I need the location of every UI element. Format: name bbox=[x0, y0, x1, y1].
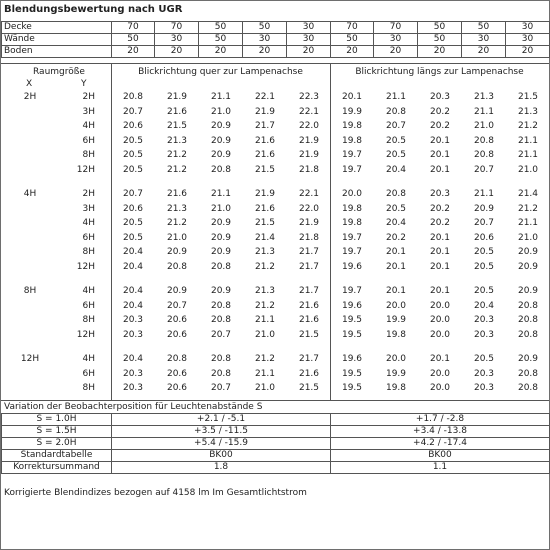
laengs-header: Blickrichtung längs zur Lampenachse bbox=[355, 67, 524, 77]
ugr-laengs-value: 20.4 bbox=[385, 164, 407, 175]
ugr-quer-value: 21.2 bbox=[254, 300, 276, 311]
ugr-laengs-value: 21.1 bbox=[517, 218, 539, 228]
reflectance-value: 20 bbox=[374, 46, 418, 58]
ugr-quer-value: 21.5 bbox=[254, 164, 276, 175]
ugr-quer-value: 20.9 bbox=[210, 150, 232, 160]
ugr-quer-value: 20.8 bbox=[210, 315, 232, 325]
ugr-quer-value: 21.5 bbox=[254, 218, 276, 228]
reflectance-value: 30 bbox=[506, 22, 550, 34]
ugr-laengs-value: 21.1 bbox=[517, 150, 539, 160]
room-y-label: 3H bbox=[82, 203, 95, 214]
correction-row-laengs: 1.1 bbox=[331, 462, 550, 474]
ugr-laengs-value: 20.1 bbox=[429, 286, 451, 296]
variation-title: Variation der Beobachterposition für Leuchtenabstände S bbox=[4, 402, 263, 412]
reflectance-row bbox=[2, 46, 550, 58]
ugr-laengs-value: 20.3 bbox=[429, 189, 451, 199]
ugr-laengs-value: 20.2 bbox=[429, 106, 451, 117]
ugr-quer-value: 21.9 bbox=[254, 106, 276, 117]
variation-row-laengs: +1.7 / -2.8 bbox=[331, 414, 550, 426]
ugr-laengs-value: 19.6 bbox=[341, 261, 363, 272]
ugr-laengs-value: 20.8 bbox=[517, 329, 539, 340]
ugr-laengs-value: 20.1 bbox=[429, 150, 451, 160]
ugr-quer-value: 20.9 bbox=[210, 286, 232, 296]
room-y-label: 6H bbox=[82, 135, 95, 146]
ugr-laengs-value: 20.8 bbox=[385, 189, 407, 199]
ugr-laengs-value: 20.8 bbox=[473, 135, 495, 146]
ugr-quer-value: 22.1 bbox=[298, 189, 320, 199]
variation-row-label: S = 1.5H bbox=[2, 426, 112, 438]
ugr-quer-value: 21.6 bbox=[166, 106, 188, 117]
ugr-laengs-value: 19.5 bbox=[341, 315, 363, 325]
ugr-quer-value: 20.7 bbox=[122, 106, 144, 117]
ugr-laengs-value: 20.0 bbox=[385, 354, 407, 364]
ugr-quer-value: 20.4 bbox=[122, 261, 144, 272]
ugr-laengs-value: 20.1 bbox=[429, 232, 451, 243]
ugr-laengs-value: 19.8 bbox=[341, 121, 363, 131]
ugr-laengs-value: 20.1 bbox=[385, 247, 407, 257]
ugr-laengs-value: 20.1 bbox=[429, 164, 451, 175]
ugr-laengs-value: 20.5 bbox=[473, 286, 495, 296]
reflectance-value: 30 bbox=[243, 34, 287, 46]
room-y-label: 8H bbox=[82, 150, 95, 160]
ugr-laengs-value: 20.1 bbox=[429, 354, 451, 364]
ugr-quer-value: 21.5 bbox=[166, 121, 188, 131]
ugr-quer-value: 20.3 bbox=[122, 383, 144, 393]
ugr-quer-value: 21.6 bbox=[298, 300, 320, 311]
ugr-laengs-value: 21.1 bbox=[473, 106, 495, 117]
room-y-label: 8H bbox=[82, 247, 95, 257]
variation-row-quer: +2.1 / -5.1 bbox=[112, 414, 331, 426]
ugr-quer-value: 20.6 bbox=[166, 315, 188, 325]
ugr-quer-value: 20.4 bbox=[122, 286, 144, 296]
ugr-quer-value: 20.8 bbox=[210, 354, 232, 364]
ugr-laengs-value: 20.3 bbox=[473, 383, 495, 393]
ugr-quer-value: 20.5 bbox=[122, 164, 144, 175]
ugr-quer-value: 21.6 bbox=[254, 203, 276, 214]
reflectance-value: 30 bbox=[462, 34, 506, 46]
ugr-laengs-value: 19.8 bbox=[341, 218, 363, 228]
reflectance-value: 70 bbox=[112, 22, 155, 34]
room-x-label: 8H bbox=[23, 286, 37, 296]
ugr-quer-value: 21.1 bbox=[254, 315, 276, 325]
ugr-laengs-value: 20.1 bbox=[429, 261, 451, 272]
ugr-quer-value: 21.3 bbox=[254, 286, 276, 296]
ugr-laengs-value: 19.5 bbox=[341, 368, 363, 379]
room-y-label: 4H bbox=[82, 218, 95, 228]
ugr-quer-value: 20.4 bbox=[122, 247, 144, 257]
ugr-laengs-value: 20.0 bbox=[429, 329, 451, 340]
ugr-quer-value: 21.5 bbox=[298, 329, 320, 340]
ugr-laengs-value: 21.2 bbox=[517, 121, 539, 131]
reflectance-value: 20 bbox=[462, 46, 506, 58]
ugr-quer-value: 22.1 bbox=[254, 92, 276, 102]
ugr-laengs-value: 19.7 bbox=[341, 164, 363, 175]
reflectance-value: 20 bbox=[112, 46, 155, 58]
ugr-quer-value: 21.9 bbox=[254, 189, 276, 199]
ugr-laengs-value: 21.0 bbox=[517, 164, 539, 175]
reflectance-value: 20 bbox=[418, 46, 462, 58]
ugr-quer-value: 21.7 bbox=[298, 286, 320, 296]
reflectance-value: 30 bbox=[155, 34, 199, 46]
ugr-laengs-value: 20.7 bbox=[473, 164, 495, 175]
ugr-laengs-value: 20.8 bbox=[517, 383, 539, 393]
ugr-laengs-value: 20.2 bbox=[385, 232, 407, 243]
ugr-quer-value: 21.9 bbox=[298, 135, 320, 146]
ugr-quer-value: 21.8 bbox=[298, 164, 320, 175]
ugr-laengs-value: 19.6 bbox=[341, 354, 363, 364]
ugr-laengs-value: 20.8 bbox=[517, 315, 539, 325]
ugr-quer-value: 21.3 bbox=[254, 247, 276, 257]
reflectance-value: 30 bbox=[506, 34, 550, 46]
reflectance-value: 70 bbox=[374, 22, 418, 34]
ugr-laengs-value: 19.8 bbox=[385, 329, 407, 340]
room-y-label: 8H bbox=[82, 383, 95, 393]
ugr-laengs-value: 20.5 bbox=[385, 203, 407, 214]
ugr-laengs-value: 19.7 bbox=[341, 247, 363, 257]
ugr-laengs-value: 20.1 bbox=[429, 135, 451, 146]
ugr-quer-value: 21.0 bbox=[254, 329, 276, 340]
ugr-quer-value: 21.7 bbox=[298, 247, 320, 257]
ugr-laengs-value: 20.5 bbox=[473, 354, 495, 364]
ugr-quer-value: 20.3 bbox=[122, 329, 144, 340]
ugr-quer-value: 21.2 bbox=[254, 261, 276, 272]
variation-row-quer: +5.4 / -15.9 bbox=[112, 438, 331, 450]
ugr-quer-value: 21.0 bbox=[210, 203, 232, 214]
ugr-quer-value: 21.7 bbox=[298, 261, 320, 272]
room-y-label: 6H bbox=[82, 368, 95, 379]
ugr-quer-value: 22.1 bbox=[298, 106, 320, 117]
ugr-laengs-value: 20.5 bbox=[385, 135, 407, 146]
ugr-laengs-value: 20.5 bbox=[385, 150, 407, 160]
y-header: Y bbox=[81, 79, 87, 89]
ugr-laengs-value: 20.9 bbox=[517, 354, 539, 364]
ugr-quer-value: 20.7 bbox=[210, 329, 232, 340]
ugr-quer-value: 20.8 bbox=[210, 300, 232, 311]
ugr-laengs-value: 21.2 bbox=[517, 203, 539, 214]
room-size-header: Raumgröße bbox=[33, 67, 85, 77]
ugr-quer-value: 20.5 bbox=[122, 232, 144, 243]
room-y-label: 12H bbox=[76, 164, 95, 175]
reflectance-value: 50 bbox=[199, 34, 243, 46]
ugr-quer-value: 20.8 bbox=[166, 354, 188, 364]
ugr-laengs-value: 21.0 bbox=[473, 121, 495, 131]
standard-table-row-laengs: BK00 bbox=[331, 450, 550, 462]
ugr-laengs-value: 20.0 bbox=[429, 300, 451, 311]
ugr-laengs-value: 21.0 bbox=[517, 232, 539, 243]
ugr-laengs-value: 21.1 bbox=[517, 135, 539, 146]
ugr-laengs-value: 20.5 bbox=[473, 261, 495, 272]
ugr-laengs-value: 19.8 bbox=[385, 383, 407, 393]
reflectance-value: 50 bbox=[418, 34, 462, 46]
room-y-label: 8H bbox=[82, 315, 95, 325]
ugr-laengs-value: 20.2 bbox=[429, 121, 451, 131]
room-y-label: 6H bbox=[82, 300, 95, 311]
ugr-quer-value: 21.2 bbox=[166, 164, 188, 175]
ugr-laengs-value: 19.6 bbox=[341, 300, 363, 311]
ugr-quer-value: 20.5 bbox=[122, 150, 144, 160]
reflectance-label: Wände bbox=[2, 34, 112, 46]
ugr-quer-value: 21.3 bbox=[166, 135, 188, 146]
variation-row-laengs: +4.2 / -17.4 bbox=[331, 438, 550, 450]
ugr-quer-value: 21.5 bbox=[298, 383, 320, 393]
ugr-quer-value: 20.9 bbox=[166, 247, 188, 257]
ugr-quer-value: 20.8 bbox=[166, 261, 188, 272]
ugr-quer-value: 20.8 bbox=[210, 164, 232, 175]
room-x-label: 12H bbox=[20, 354, 40, 364]
reflectance-value: 20 bbox=[331, 46, 374, 58]
footer-note: Korrigierte Blendindizes bezogen auf 4158 lm Im Gesamtlichtstrom bbox=[4, 488, 307, 498]
variation-row bbox=[2, 426, 550, 438]
reflectance-value: 50 bbox=[199, 22, 243, 34]
ugr-laengs-value: 20.2 bbox=[429, 218, 451, 228]
ugr-quer-value: 21.0 bbox=[166, 232, 188, 243]
ugr-quer-value: 20.9 bbox=[210, 135, 232, 146]
ugr-quer-value: 21.3 bbox=[166, 203, 188, 214]
ugr-laengs-value: 20.1 bbox=[385, 286, 407, 296]
reflectance-value: 50 bbox=[243, 22, 287, 34]
ugr-quer-value: 20.8 bbox=[210, 261, 232, 272]
reflectance-value: 50 bbox=[418, 22, 462, 34]
ugr-quer-value: 20.6 bbox=[122, 203, 144, 214]
ugr-quer-value: 20.3 bbox=[122, 368, 144, 379]
ugr-quer-value: 20.9 bbox=[210, 232, 232, 243]
ugr-quer-value: 20.5 bbox=[122, 218, 144, 228]
ugr-quer-value: 20.6 bbox=[166, 329, 188, 340]
ugr-values-block bbox=[1, 63, 549, 401]
ugr-quer-value: 21.6 bbox=[166, 189, 188, 199]
ugr-laengs-value: 20.6 bbox=[473, 232, 495, 243]
ugr-laengs-value: 20.7 bbox=[473, 218, 495, 228]
room-y-label: 12H bbox=[76, 329, 95, 340]
page-title: Blendungsbewertung nach UGR bbox=[4, 4, 183, 15]
ugr-quer-value: 21.0 bbox=[210, 106, 232, 117]
reflectance-value: 50 bbox=[112, 34, 155, 46]
correction-row-label: Korrektursummand bbox=[2, 462, 112, 474]
ugr-laengs-value: 21.5 bbox=[517, 92, 539, 102]
reflectance-value: 70 bbox=[155, 22, 199, 34]
ugr-quer-value: 21.8 bbox=[298, 232, 320, 243]
ugr-quer-value: 20.8 bbox=[122, 92, 144, 102]
variation-row-label: S = 2.0H bbox=[2, 438, 112, 450]
room-y-label: 3H bbox=[82, 106, 95, 117]
variation-row-laengs: +3.4 / -13.8 bbox=[331, 426, 550, 438]
ugr-quer-value: 20.3 bbox=[122, 315, 144, 325]
ugr-laengs-value: 20.9 bbox=[473, 203, 495, 214]
reflectance-value: 30 bbox=[287, 22, 331, 34]
variation-row-quer: +3.5 / -11.5 bbox=[112, 426, 331, 438]
ugr-laengs-value: 19.5 bbox=[341, 383, 363, 393]
ugr-quer-value: 21.6 bbox=[298, 368, 320, 379]
ugr-laengs-value: 20.0 bbox=[385, 300, 407, 311]
reflectance-value: 20 bbox=[199, 46, 243, 58]
variation-table bbox=[1, 413, 550, 474]
ugr-quer-value: 21.7 bbox=[298, 354, 320, 364]
ugr-laengs-value: 20.1 bbox=[341, 92, 363, 102]
reflectance-row bbox=[2, 22, 550, 34]
variation-row bbox=[2, 414, 550, 426]
ugr-laengs-value: 20.8 bbox=[517, 300, 539, 311]
room-y-label: 6H bbox=[82, 232, 95, 243]
reflectance-value: 30 bbox=[287, 34, 331, 46]
ugr-quer-value: 21.2 bbox=[166, 150, 188, 160]
ugr-quer-value: 21.9 bbox=[298, 218, 320, 228]
ugr-laengs-value: 19.9 bbox=[341, 106, 363, 117]
ugr-laengs-value: 20.0 bbox=[429, 383, 451, 393]
room-y-label: 12H bbox=[76, 261, 95, 272]
ugr-quer-value: 21.7 bbox=[254, 121, 276, 131]
ugr-laengs-value: 19.8 bbox=[341, 203, 363, 214]
standard-table-row-quer: BK00 bbox=[112, 450, 331, 462]
ugr-laengs-value: 20.8 bbox=[473, 150, 495, 160]
room-x-label: 4H bbox=[23, 189, 37, 199]
ugr-quer-value: 21.6 bbox=[254, 135, 276, 146]
room-x-label: 2H bbox=[23, 92, 37, 102]
ugr-laengs-value: 19.8 bbox=[341, 135, 363, 146]
ugr-laengs-value: 21.3 bbox=[473, 92, 495, 102]
ugr-quer-value: 20.5 bbox=[122, 135, 144, 146]
correction-row bbox=[2, 462, 550, 474]
ugr-quer-value: 20.9 bbox=[210, 121, 232, 131]
ugr-laengs-value: 21.1 bbox=[385, 92, 407, 102]
ugr-laengs-value: 20.1 bbox=[429, 247, 451, 257]
ugr-laengs-value: 21.1 bbox=[473, 189, 495, 199]
reflectance-table bbox=[1, 21, 550, 58]
ugr-quer-value: 21.6 bbox=[254, 150, 276, 160]
room-y-label: 4H bbox=[82, 121, 95, 131]
ugr-quer-value: 22.0 bbox=[298, 203, 320, 214]
quer-header: Blickrichtung quer zur Lampenachse bbox=[138, 67, 303, 77]
reflectance-label: Boden bbox=[2, 46, 112, 58]
ugr-quer-value: 20.9 bbox=[210, 247, 232, 257]
reflectance-value: 20 bbox=[506, 46, 550, 58]
ugr-quer-value: 21.1 bbox=[210, 189, 232, 199]
standard-table-row bbox=[2, 450, 550, 462]
reflectance-row bbox=[2, 34, 550, 46]
ugr-quer-value: 21.1 bbox=[254, 368, 276, 379]
ugr-laengs-value: 20.4 bbox=[473, 300, 495, 311]
ugr-laengs-value: 20.5 bbox=[473, 247, 495, 257]
ugr-quer-value: 20.4 bbox=[122, 300, 144, 311]
ugr-laengs-value: 20.3 bbox=[473, 368, 495, 379]
ugr-quer-value: 22.3 bbox=[298, 92, 320, 102]
x-header: X bbox=[26, 79, 33, 89]
room-y-label: 4H bbox=[82, 286, 95, 296]
ugr-laengs-value: 21.4 bbox=[517, 189, 539, 199]
ugr-laengs-value: 20.0 bbox=[429, 315, 451, 325]
ugr-laengs-value: 20.9 bbox=[517, 247, 539, 257]
reflectance-label: Decke bbox=[2, 22, 112, 34]
ugr-quer-value: 21.4 bbox=[254, 232, 276, 243]
variation-row bbox=[2, 438, 550, 450]
ugr-quer-value: 21.6 bbox=[298, 315, 320, 325]
reflectance-value: 50 bbox=[331, 34, 374, 46]
ugr-laengs-value: 20.3 bbox=[429, 92, 451, 102]
correction-row-quer: 1.8 bbox=[112, 462, 331, 474]
ugr-quer-value: 22.0 bbox=[298, 121, 320, 131]
ugr-laengs-value: 20.4 bbox=[385, 218, 407, 228]
reflectance-value: 20 bbox=[155, 46, 199, 58]
ugr-quer-value: 20.7 bbox=[166, 300, 188, 311]
ugr-laengs-value: 19.9 bbox=[385, 368, 407, 379]
ugr-quer-value: 20.8 bbox=[210, 368, 232, 379]
standard-table-row-label: Standardtabelle bbox=[2, 450, 112, 462]
ugr-quer-value: 20.7 bbox=[210, 383, 232, 393]
ugr-quer-value: 21.2 bbox=[166, 218, 188, 228]
ugr-quer-value: 20.9 bbox=[166, 286, 188, 296]
ugr-laengs-value: 19.5 bbox=[341, 329, 363, 340]
ugr-laengs-value: 20.1 bbox=[385, 261, 407, 272]
ugr-quer-value: 20.4 bbox=[122, 354, 144, 364]
ugr-laengs-value: 20.7 bbox=[385, 121, 407, 131]
ugr-quer-value: 20.6 bbox=[166, 383, 188, 393]
ugr-quer-value: 21.0 bbox=[254, 383, 276, 393]
ugr-laengs-value: 20.0 bbox=[341, 189, 363, 199]
ugr-quer-value: 21.2 bbox=[254, 354, 276, 364]
reflectance-value: 20 bbox=[287, 46, 331, 58]
ugr-quer-value: 21.9 bbox=[166, 92, 188, 102]
ugr-laengs-value: 20.3 bbox=[473, 329, 495, 340]
room-y-label: 2H bbox=[82, 189, 95, 199]
ugr-laengs-value: 19.7 bbox=[341, 232, 363, 243]
ugr-quer-value: 20.7 bbox=[122, 189, 144, 199]
ugr-laengs-value: 19.9 bbox=[385, 315, 407, 325]
room-y-label: 4H bbox=[82, 354, 95, 364]
ugr-quer-value: 20.9 bbox=[210, 218, 232, 228]
ugr-quer-value: 21.1 bbox=[210, 92, 232, 102]
ugr-laengs-value: 20.0 bbox=[429, 368, 451, 379]
reflectance-value: 50 bbox=[462, 22, 506, 34]
ugr-laengs-value: 19.7 bbox=[341, 286, 363, 296]
ugr-laengs-value: 20.9 bbox=[517, 286, 539, 296]
ugr-laengs-value: 20.9 bbox=[517, 261, 539, 272]
ugr-quer-value: 20.6 bbox=[166, 368, 188, 379]
variation-row-label: S = 1.0H bbox=[2, 414, 112, 426]
reflectance-value: 20 bbox=[243, 46, 287, 58]
ugr-laengs-value: 19.7 bbox=[341, 150, 363, 160]
ugr-laengs-value: 20.8 bbox=[385, 106, 407, 117]
ugr-laengs-value: 20.3 bbox=[473, 315, 495, 325]
reflectance-value: 30 bbox=[374, 34, 418, 46]
ugr-laengs-value: 20.2 bbox=[429, 203, 451, 214]
ugr-laengs-value: 21.3 bbox=[517, 106, 539, 117]
ugr-quer-value: 21.9 bbox=[298, 150, 320, 160]
ugr-quer-value: 20.6 bbox=[122, 121, 144, 131]
room-y-label: 2H bbox=[82, 92, 95, 102]
reflectance-value: 70 bbox=[331, 22, 374, 34]
ugr-laengs-value: 20.8 bbox=[517, 368, 539, 379]
